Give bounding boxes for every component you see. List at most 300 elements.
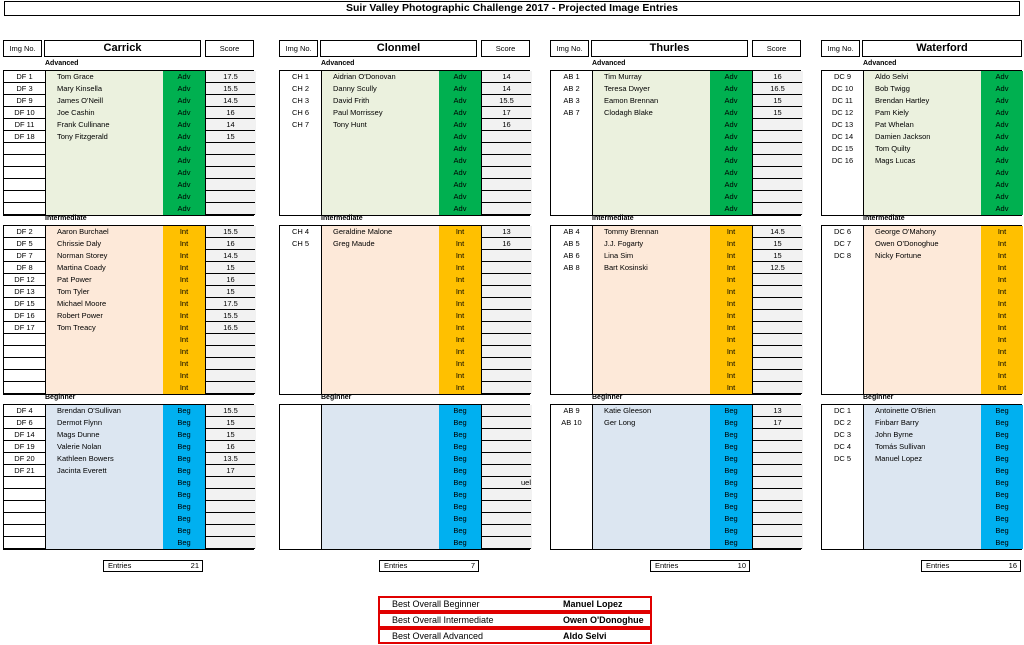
score-cell[interactable] <box>205 370 255 382</box>
score-cell[interactable] <box>752 298 802 310</box>
img-number: DC 6 <box>833 227 852 236</box>
score-cell[interactable] <box>752 525 802 537</box>
img-number: DF 8 <box>4 262 45 274</box>
img-number: DF 7 <box>4 250 45 262</box>
score-cell[interactable]: 15 <box>752 107 802 119</box>
member-name <box>592 274 710 286</box>
member-name <box>592 489 710 501</box>
score-cell[interactable]: 16 <box>205 107 255 119</box>
score-cell[interactable] <box>752 346 802 358</box>
score-cell[interactable] <box>752 465 802 477</box>
level-badge: Beg <box>724 430 738 439</box>
level-badge: Int <box>179 359 189 368</box>
table-row <box>4 119 253 131</box>
img-number: DF 10 <box>4 107 45 119</box>
img-number <box>551 155 592 167</box>
thurles-beginner-table <box>550 404 801 550</box>
score-cell[interactable]: 16 <box>205 441 255 453</box>
score-cell[interactable]: 15 <box>752 238 802 250</box>
table-row <box>822 322 1021 334</box>
score-cell[interactable]: 17.5 <box>205 298 255 310</box>
level-badge: Adv <box>453 96 467 105</box>
score-cell[interactable]: 13 <box>752 405 802 417</box>
member-name <box>45 143 163 155</box>
img-no-header: Img No. <box>550 40 589 57</box>
img-number <box>280 298 321 310</box>
level-badge: Adv <box>453 132 467 141</box>
img-number: DC 11 <box>832 96 853 105</box>
score-cell[interactable] <box>481 346 531 358</box>
img-number <box>280 513 321 525</box>
img-number <box>280 262 321 274</box>
best-overall-label: Best Overall Beginner <box>392 599 480 609</box>
img-number: DC 12 <box>831 108 854 117</box>
score-cell[interactable]: 16.5 <box>752 83 802 95</box>
score-cell[interactable] <box>752 322 802 334</box>
waterford-intermediate-table <box>821 225 1022 395</box>
section-label-advanced: Advanced <box>45 60 79 67</box>
score-cell[interactable] <box>481 274 531 286</box>
table-row <box>280 346 529 358</box>
table-row <box>280 477 529 489</box>
table-row <box>280 286 529 298</box>
img-number <box>4 489 45 501</box>
member-name: David Frith <box>333 96 370 105</box>
table-row <box>822 286 1021 298</box>
img-number <box>4 501 45 513</box>
table-row <box>551 417 800 429</box>
level-badge: Beg <box>724 466 738 475</box>
table-row <box>280 226 529 238</box>
level-badge: Int <box>726 383 736 392</box>
score-cell[interactable] <box>205 191 255 203</box>
score-cell[interactable] <box>481 191 531 203</box>
score-cell[interactable] <box>752 310 802 322</box>
level-badge: Int <box>997 227 1007 236</box>
score-cell[interactable]: 15 <box>205 262 255 274</box>
score-cell[interactable] <box>481 537 531 549</box>
table-row <box>4 226 253 238</box>
score-cell[interactable]: 15 <box>752 250 802 262</box>
member-name <box>321 477 439 489</box>
score-cell[interactable]: 14 <box>481 83 531 95</box>
member-name: Manuel Lopez <box>875 454 923 463</box>
img-number <box>551 513 592 525</box>
score-cell[interactable]: 14.5 <box>205 95 255 107</box>
img-number <box>822 262 863 274</box>
score-cell[interactable] <box>752 358 802 370</box>
table-row <box>822 441 1021 453</box>
img-number <box>4 513 45 525</box>
score-cell[interactable] <box>481 298 531 310</box>
score-cell[interactable]: uel <box>481 477 531 489</box>
level-badge: Int <box>179 251 189 260</box>
table-row <box>280 310 529 322</box>
table-row <box>822 107 1021 119</box>
img-number <box>822 179 863 191</box>
img-number <box>4 167 45 179</box>
table-row <box>551 155 800 167</box>
score-cell[interactable]: 14.5 <box>752 226 802 238</box>
img-number: CH 4 <box>291 227 310 236</box>
img-number <box>822 334 863 346</box>
score-cell[interactable] <box>481 143 531 155</box>
table-row <box>551 322 800 334</box>
member-name: Chrissie Daly <box>57 239 102 248</box>
member-name: Nicky Fortune <box>875 251 922 260</box>
img-number <box>551 382 592 394</box>
score-cell[interactable] <box>481 441 531 453</box>
section-label-intermediate: Intermediate <box>45 215 87 222</box>
section-label-advanced: Advanced <box>592 60 626 67</box>
score-cell[interactable] <box>481 167 531 179</box>
member-name <box>45 167 163 179</box>
member-name <box>863 477 981 489</box>
member-name <box>592 429 710 441</box>
score-cell[interactable]: 15 <box>205 429 255 441</box>
score-cell[interactable]: 17 <box>752 417 802 429</box>
img-number: DC 4 <box>833 442 852 451</box>
table-row <box>822 274 1021 286</box>
level-badge: Adv <box>995 120 1009 129</box>
score-cell[interactable] <box>481 334 531 346</box>
member-name <box>592 203 710 215</box>
table-row <box>822 83 1021 95</box>
level-badge: Adv <box>724 204 738 213</box>
table-row <box>822 71 1021 83</box>
level-badge: Int <box>179 347 189 356</box>
score-cell[interactable] <box>481 501 531 513</box>
score-cell[interactable]: 15 <box>205 286 255 298</box>
member-name <box>321 298 439 310</box>
img-number <box>4 370 45 382</box>
score-cell[interactable] <box>205 358 255 370</box>
level-badge: Int <box>997 371 1007 380</box>
score-cell[interactable]: 12.5 <box>752 262 802 274</box>
score-cell[interactable] <box>752 131 802 143</box>
score-cell[interactable] <box>481 465 531 477</box>
member-name <box>321 346 439 358</box>
level-badge: Beg <box>453 526 467 535</box>
table-row <box>4 358 253 370</box>
score-cell[interactable] <box>752 489 802 501</box>
img-number <box>551 191 592 203</box>
member-name <box>863 191 981 203</box>
img-number <box>551 537 592 549</box>
img-number <box>551 501 592 513</box>
score-cell[interactable] <box>752 119 802 131</box>
score-cell[interactable] <box>205 167 255 179</box>
level-badge: Int <box>455 239 465 248</box>
score-cell[interactable] <box>752 382 802 394</box>
score-cell[interactable]: 15.5 <box>205 226 255 238</box>
score-cell[interactable]: 15 <box>752 95 802 107</box>
level-badge: Int <box>179 311 189 320</box>
table-row <box>280 358 529 370</box>
level-badge: Int <box>455 359 465 368</box>
score-cell[interactable]: 16.5 <box>205 322 255 334</box>
score-cell[interactable] <box>752 167 802 179</box>
score-cell[interactable] <box>752 477 802 489</box>
img-number: DC 1 <box>833 406 852 415</box>
member-name <box>863 274 981 286</box>
score-cell[interactable] <box>205 501 255 513</box>
member-name <box>321 537 439 549</box>
score-cell[interactable]: 15.5 <box>205 310 255 322</box>
level-badge: Beg <box>724 514 738 523</box>
img-number: CH 7 <box>291 120 310 129</box>
score-cell[interactable] <box>752 179 802 191</box>
score-cell[interactable] <box>481 131 531 143</box>
score-cell[interactable] <box>481 155 531 167</box>
carrick-advanced-table <box>3 70 254 216</box>
score-cell[interactable] <box>752 334 802 346</box>
score-cell[interactable] <box>481 250 531 262</box>
table-row <box>822 334 1021 346</box>
score-cell[interactable] <box>205 203 255 215</box>
img-number <box>551 274 592 286</box>
score-cell[interactable] <box>205 382 255 394</box>
img-number <box>822 477 863 489</box>
img-number <box>551 441 592 453</box>
score-cell[interactable] <box>752 441 802 453</box>
level-badge: Beg <box>995 502 1009 511</box>
score-cell[interactable]: 15 <box>205 417 255 429</box>
level-badge: Int <box>179 299 189 308</box>
score-cell[interactable] <box>752 501 802 513</box>
member-name <box>321 250 439 262</box>
score-cell[interactable] <box>205 346 255 358</box>
member-name: Joe Cashin <box>57 108 95 117</box>
score-cell[interactable]: 16 <box>752 71 802 83</box>
table-row <box>551 119 800 131</box>
score-cell[interactable] <box>752 429 802 441</box>
score-cell[interactable] <box>205 513 255 525</box>
score-cell[interactable] <box>752 537 802 549</box>
score-cell[interactable] <box>205 537 255 549</box>
table-row <box>822 131 1021 143</box>
level-badge: Int <box>997 263 1007 272</box>
level-badge: Adv <box>177 168 191 177</box>
img-number <box>822 191 863 203</box>
score-cell[interactable]: 13.5 <box>205 453 255 465</box>
score-cell[interactable] <box>205 143 255 155</box>
score-cell[interactable] <box>481 203 531 215</box>
score-cell[interactable] <box>481 489 531 501</box>
table-row <box>280 417 529 429</box>
score-cell[interactable]: 16 <box>205 238 255 250</box>
score-cell[interactable]: 15.5 <box>205 83 255 95</box>
score-cell[interactable] <box>752 143 802 155</box>
score-cell[interactable] <box>752 370 802 382</box>
img-number <box>822 203 863 215</box>
img-number: DC 13 <box>831 120 854 129</box>
score-cell[interactable]: 17 <box>481 107 531 119</box>
level-badge: Int <box>179 227 189 236</box>
score-cell[interactable]: 14 <box>481 71 531 83</box>
table-row <box>551 405 800 417</box>
img-number: DF 20 <box>4 453 45 465</box>
member-name: Michael Moore <box>57 299 107 308</box>
score-cell[interactable] <box>481 405 531 417</box>
level-badge: Int <box>726 323 736 332</box>
score-cell[interactable] <box>752 203 802 215</box>
table-row <box>280 513 529 525</box>
score-cell[interactable] <box>205 477 255 489</box>
img-number <box>551 286 592 298</box>
table-row <box>822 155 1021 167</box>
img-number <box>280 322 321 334</box>
img-number <box>551 131 592 143</box>
table-row <box>551 465 800 477</box>
member-name <box>321 334 439 346</box>
score-cell[interactable]: 16 <box>205 274 255 286</box>
score-cell[interactable] <box>205 179 255 191</box>
member-name: Bart Kosinski <box>604 263 648 272</box>
level-badge: Adv <box>995 204 1009 213</box>
level-badge: Adv <box>724 144 738 153</box>
score-cell[interactable] <box>481 525 531 537</box>
score-cell[interactable] <box>481 453 531 465</box>
score-cell[interactable]: 15.5 <box>481 95 531 107</box>
level-badge: Adv <box>177 72 191 81</box>
score-cell[interactable] <box>752 274 802 286</box>
score-cell[interactable] <box>481 310 531 322</box>
table-row <box>280 298 529 310</box>
score-cell[interactable]: 16 <box>481 238 531 250</box>
level-badge: Beg <box>995 478 1009 487</box>
score-cell[interactable]: 14 <box>205 119 255 131</box>
level-badge: Int <box>179 275 189 284</box>
table-row <box>822 537 1021 549</box>
level-badge: Adv <box>453 84 467 93</box>
img-number <box>4 537 45 549</box>
member-name: George O'Mahony <box>875 227 937 236</box>
level-badge: Adv <box>724 96 738 105</box>
score-cell[interactable] <box>481 382 531 394</box>
club-name-thurles: Thurles <box>591 40 748 57</box>
table-row <box>822 203 1021 215</box>
img-number <box>551 310 592 322</box>
level-badge: Adv <box>177 180 191 189</box>
level-badge: Beg <box>453 502 467 511</box>
score-cell[interactable] <box>752 155 802 167</box>
score-cell[interactable]: 15.5 <box>205 405 255 417</box>
member-name <box>863 525 981 537</box>
member-name: Tom Treacy <box>57 323 96 332</box>
img-number: CH 5 <box>291 239 310 248</box>
table-row <box>280 107 529 119</box>
score-cell[interactable] <box>481 322 531 334</box>
level-badge: Int <box>997 311 1007 320</box>
img-number <box>822 537 863 549</box>
clonmel-beginner-table <box>279 404 530 550</box>
table-row <box>4 405 253 417</box>
table-row <box>551 95 800 107</box>
score-cell[interactable] <box>481 179 531 191</box>
table-row <box>280 131 529 143</box>
img-number: DF 9 <box>4 95 45 107</box>
score-cell[interactable] <box>752 191 802 203</box>
score-cell[interactable] <box>481 429 531 441</box>
member-name <box>45 477 163 489</box>
member-name <box>863 298 981 310</box>
score-cell[interactable]: 17 <box>205 465 255 477</box>
score-cell[interactable] <box>752 513 802 525</box>
score-cell[interactable] <box>481 513 531 525</box>
img-number <box>4 203 45 215</box>
table-row <box>822 477 1021 489</box>
level-badge: Int <box>455 371 465 380</box>
level-badge: Adv <box>453 108 467 117</box>
table-row <box>280 167 529 179</box>
member-name <box>863 203 981 215</box>
score-cell[interactable] <box>205 334 255 346</box>
table-row <box>4 143 253 155</box>
score-cell[interactable]: 15 <box>205 131 255 143</box>
score-cell[interactable] <box>481 417 531 429</box>
member-name: Robert Power <box>57 311 103 320</box>
table-row <box>551 226 800 238</box>
member-name: Finbarr Barry <box>875 418 919 427</box>
section-label-intermediate: Intermediate <box>592 215 634 222</box>
table-row <box>551 203 800 215</box>
score-cell[interactable] <box>205 525 255 537</box>
member-name: Aaron Burchael <box>57 227 109 236</box>
score-cell[interactable] <box>481 286 531 298</box>
img-number: DF 6 <box>4 417 45 429</box>
score-cell[interactable] <box>481 358 531 370</box>
table-row <box>551 477 800 489</box>
member-name: Aidrian O'Donovan <box>333 72 396 81</box>
score-cell[interactable]: 16 <box>481 119 531 131</box>
level-badge: Adv <box>724 192 738 201</box>
img-number <box>280 537 321 549</box>
score-cell[interactable] <box>752 286 802 298</box>
score-cell[interactable]: 13 <box>481 226 531 238</box>
img-number <box>551 179 592 191</box>
level-badge: Adv <box>177 84 191 93</box>
table-row <box>4 346 253 358</box>
score-cell[interactable] <box>205 489 255 501</box>
score-cell[interactable] <box>205 155 255 167</box>
img-number: DF 21 <box>4 465 45 477</box>
img-number <box>280 131 321 143</box>
img-number <box>280 334 321 346</box>
score-cell[interactable]: 17.5 <box>205 71 255 83</box>
member-name <box>863 346 981 358</box>
img-number <box>280 489 321 501</box>
img-number <box>280 417 321 429</box>
img-number <box>822 167 863 179</box>
score-cell[interactable] <box>481 370 531 382</box>
score-cell[interactable] <box>481 262 531 274</box>
member-name <box>45 203 163 215</box>
level-badge: Beg <box>453 406 467 415</box>
img-number: DF 4 <box>4 405 45 417</box>
member-name <box>592 370 710 382</box>
member-name: Aldo Selvi <box>875 72 909 81</box>
level-badge: Beg <box>177 526 191 535</box>
img-number <box>280 203 321 215</box>
club-name-clonmel: Clonmel <box>320 40 477 57</box>
score-cell[interactable]: 14.5 <box>205 250 255 262</box>
table-row <box>551 286 800 298</box>
score-cell[interactable] <box>752 453 802 465</box>
member-name: Teresa Dwyer <box>604 84 650 93</box>
member-name: Clodagh Blake <box>604 108 653 117</box>
member-name <box>863 358 981 370</box>
